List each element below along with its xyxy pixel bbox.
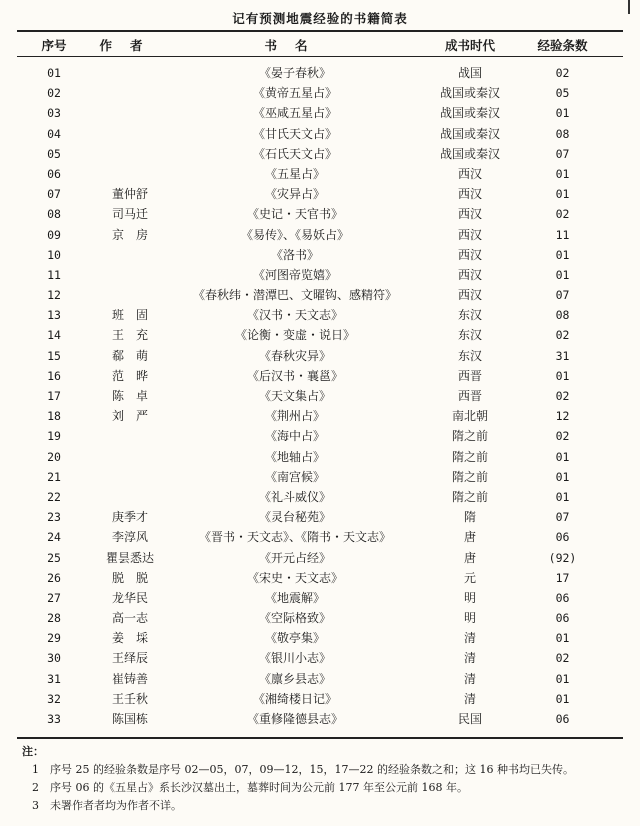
row-author: 龙华民 xyxy=(111,590,148,605)
note-number: 2 xyxy=(32,781,39,794)
row-book-title: 《南宫候》 xyxy=(264,469,325,484)
table-row xyxy=(0,527,640,547)
table-row xyxy=(0,225,640,245)
row-book-title: 《春秋纬・潜潭巴、文曜钩、感精符》 xyxy=(192,288,397,303)
table-row xyxy=(0,548,640,568)
table-row xyxy=(0,588,640,608)
row-author: 班 固 xyxy=(111,308,148,323)
row-era: 元 xyxy=(463,570,476,585)
row-era: 清 xyxy=(463,651,476,666)
row-era: 西汉 xyxy=(457,227,482,242)
row-author: 王绎辰 xyxy=(111,651,148,666)
table-row xyxy=(0,144,640,164)
row-era: 南北朝 xyxy=(451,409,488,424)
header-era: 成书时代 xyxy=(444,38,495,53)
row-number: 07 xyxy=(47,187,61,202)
row-book-title: 《灾异占》 xyxy=(264,187,325,202)
row-number: 14 xyxy=(47,328,61,343)
row-book-title: 《史记・天官书》 xyxy=(246,207,343,222)
table-row xyxy=(0,164,640,184)
row-count: 01 xyxy=(555,106,570,121)
table-row xyxy=(0,406,640,426)
row-era: 战国 xyxy=(457,66,482,80)
table-body xyxy=(0,63,640,729)
row-book-title: 《晏子春秋》 xyxy=(258,66,331,80)
row-count: 01 xyxy=(555,247,570,262)
row-book-title: 《汉书・天文志》 xyxy=(246,308,343,323)
table-row xyxy=(0,245,640,265)
row-number: 29 xyxy=(47,631,61,646)
row-author: 京 房 xyxy=(111,227,148,242)
table-row xyxy=(0,568,640,588)
row-book-title: 《重修隆德县志》 xyxy=(246,712,343,726)
row-era: 东汉 xyxy=(457,348,482,363)
row-author: 李淳风 xyxy=(111,530,148,545)
row-number: 23 xyxy=(47,510,61,525)
table-row xyxy=(0,285,640,305)
row-number: 08 xyxy=(47,207,61,222)
row-era: 战国或秦汉 xyxy=(439,126,500,141)
table-row xyxy=(0,366,640,386)
table-row xyxy=(0,63,640,83)
table-row xyxy=(0,265,640,285)
row-number: 24 xyxy=(47,530,61,545)
row-count: 31 xyxy=(555,348,570,363)
row-book-title: 《荆州占》 xyxy=(264,409,325,424)
row-number: 21 xyxy=(47,469,61,484)
row-book-title: 《天文集占》 xyxy=(258,389,331,403)
row-author: 崔铸善 xyxy=(111,671,148,686)
row-number: 22 xyxy=(47,489,61,504)
top-rule xyxy=(17,30,623,32)
table-row xyxy=(0,124,640,144)
row-book-title: 《五星占》 xyxy=(264,166,325,181)
row-number: 31 xyxy=(47,671,61,686)
row-book-title: 《海中占》 xyxy=(264,429,325,444)
row-count: 11 xyxy=(555,227,570,242)
row-count: 01 xyxy=(555,691,570,706)
row-count: 01 xyxy=(555,187,570,202)
row-author: 刘 严 xyxy=(111,409,148,424)
row-number: 30 xyxy=(47,651,61,666)
row-book-title: 《地震解》 xyxy=(264,590,325,605)
note-text: 序号 25 的经验条数是序号 02—05，07，09—12，15，17—22 的经验条数之和；这 16 种书均已失传。 xyxy=(50,763,574,776)
row-number: 16 xyxy=(47,368,61,383)
row-number: 06 xyxy=(47,166,61,181)
notes-section xyxy=(22,743,622,815)
table-title: 记有预测地震经验的书籍简表 xyxy=(232,11,408,26)
row-author: 王壬秋 xyxy=(111,691,148,706)
row-author: 高一志 xyxy=(111,611,148,626)
table-header xyxy=(0,36,640,54)
row-book-title: 《灵台秘苑》 xyxy=(258,510,331,525)
notes-label: 注： xyxy=(22,745,44,758)
row-era: 西汉 xyxy=(457,247,482,262)
table-row xyxy=(0,386,640,406)
row-count: 02 xyxy=(555,328,570,343)
row-book-title: 《晋书・天文志》、《隋书・天文志》 xyxy=(198,530,391,545)
row-count: 02 xyxy=(555,66,570,80)
row-number: 19 xyxy=(47,429,61,444)
row-number: 28 xyxy=(47,611,61,626)
row-count: 12 xyxy=(555,409,570,424)
table-row xyxy=(0,184,640,204)
table-row xyxy=(0,103,640,123)
row-number: 25 xyxy=(47,550,61,565)
row-book-title: 《敬亭集》 xyxy=(264,631,325,646)
row-book-title: 《春秋灾异》 xyxy=(258,348,331,363)
row-count: 01 xyxy=(555,631,570,646)
row-author: 庚季才 xyxy=(111,510,148,525)
table-row xyxy=(0,325,640,345)
table-row xyxy=(0,305,640,325)
row-count: 01 xyxy=(555,469,570,484)
row-era: 战国或秦汉 xyxy=(439,106,500,121)
row-count: 08 xyxy=(555,308,570,323)
row-book-title: 《论衡・变虚・说日》 xyxy=(234,328,355,343)
row-count: 17 xyxy=(555,570,570,585)
note-number: 3 xyxy=(32,799,39,812)
table-row xyxy=(0,689,640,709)
row-number: 18 xyxy=(47,409,61,424)
table-row xyxy=(0,507,640,527)
row-era: 战国或秦汉 xyxy=(439,146,500,161)
row-book-title: 《河图帝览嬉》 xyxy=(252,267,337,282)
header-book: 书名 xyxy=(264,38,326,53)
row-count: 07 xyxy=(555,288,570,303)
row-count: 01 xyxy=(555,671,570,686)
bottom-rule xyxy=(17,737,623,739)
row-count: 08 xyxy=(555,126,570,141)
row-number: 13 xyxy=(47,308,61,323)
row-book-title: 《开元占经》 xyxy=(258,550,331,565)
row-book-title: 《后汉书・襄邕》 xyxy=(246,368,343,383)
row-book-title: 《廪乡县志》 xyxy=(258,671,331,686)
table-row xyxy=(0,83,640,103)
row-count: 01 xyxy=(555,449,570,464)
row-era: 唐 xyxy=(463,550,476,565)
row-book-title: 《甘氏天文占》 xyxy=(252,126,337,141)
row-era: 隋之前 xyxy=(451,469,488,484)
table-row xyxy=(0,204,640,224)
row-era: 西汉 xyxy=(457,207,482,222)
row-book-title: 《石氏天文占》 xyxy=(252,146,337,161)
row-number: 03 xyxy=(47,106,61,121)
table-row xyxy=(0,487,640,507)
row-count: 01 xyxy=(555,368,570,383)
note-item xyxy=(22,797,622,815)
row-era: 东汉 xyxy=(457,328,482,343)
row-count: 01 xyxy=(555,489,570,504)
row-era: 东汉 xyxy=(457,308,482,323)
row-era: 西晋 xyxy=(457,368,482,383)
row-count: 07 xyxy=(555,510,570,525)
row-number: 12 xyxy=(47,288,61,303)
table-row xyxy=(0,709,640,729)
row-author: 郗 萌 xyxy=(111,348,148,363)
row-number: 01 xyxy=(47,66,61,80)
row-number: 33 xyxy=(47,712,61,726)
table-row xyxy=(0,447,640,467)
row-author: 陈 卓 xyxy=(111,389,148,403)
row-era: 隋 xyxy=(463,510,476,525)
row-number: 04 xyxy=(47,126,61,141)
row-era: 西晋 xyxy=(457,389,482,403)
row-book-title: 《礼斗威仪》 xyxy=(258,489,331,504)
row-era: 清 xyxy=(463,691,476,706)
row-number: 09 xyxy=(47,227,61,242)
row-author: 司马迁 xyxy=(111,207,148,222)
note-item xyxy=(22,779,622,797)
row-number: 20 xyxy=(47,449,61,464)
row-book-title: 《湘绮楼日记》 xyxy=(252,691,337,706)
row-author: 姜 埰 xyxy=(111,631,148,646)
row-count: 02 xyxy=(555,429,570,444)
note-number: 1 xyxy=(32,763,39,776)
note-text: 序号 06 的《五星占》系长沙汉墓出土，墓葬时间为公元前 177 年至公元前 168 年。 xyxy=(50,781,468,794)
note-item xyxy=(22,761,622,779)
row-era: 唐 xyxy=(463,530,476,545)
row-count: 06 xyxy=(555,611,570,626)
row-author: 脱 脱 xyxy=(111,570,148,585)
row-era: 西汉 xyxy=(457,267,482,282)
row-author: 董仲舒 xyxy=(111,187,148,202)
row-number: 17 xyxy=(47,389,61,403)
row-era: 明 xyxy=(463,611,476,626)
row-count: 01 xyxy=(555,166,570,181)
row-book-title: 《空际格致》 xyxy=(258,611,331,626)
row-author: 范 晔 xyxy=(111,368,148,383)
row-era: 战国或秦汉 xyxy=(439,86,500,101)
header-rule xyxy=(17,56,623,57)
header-author: 作者 xyxy=(99,38,161,53)
row-count: 02 xyxy=(555,207,570,222)
row-book-title: 《宋史・天文志》 xyxy=(246,570,343,585)
row-book-title: 《巫咸五星占》 xyxy=(252,106,337,121)
row-author: 瞿昙悉达 xyxy=(105,550,154,565)
row-era: 隋之前 xyxy=(451,489,488,504)
table-row xyxy=(0,467,640,487)
table-row xyxy=(0,648,640,668)
table-row xyxy=(0,608,640,628)
row-number: 02 xyxy=(47,86,61,101)
row-author: 陈国栋 xyxy=(111,712,148,726)
row-number: 32 xyxy=(47,691,61,706)
row-count: 05 xyxy=(555,86,570,101)
row-count: 06 xyxy=(555,530,570,545)
table-row xyxy=(0,426,640,446)
row-count: 02 xyxy=(555,651,570,666)
row-number: 05 xyxy=(47,146,61,161)
row-count: (92) xyxy=(548,550,577,565)
row-era: 明 xyxy=(463,590,476,605)
row-book-title: 《黄帝五星占》 xyxy=(252,86,337,101)
row-count: 01 xyxy=(555,267,570,282)
row-number: 15 xyxy=(47,348,61,363)
row-era: 清 xyxy=(463,671,476,686)
row-number: 26 xyxy=(47,570,61,585)
row-era: 隋之前 xyxy=(451,449,488,464)
row-number: 27 xyxy=(47,590,61,605)
row-era: 西汉 xyxy=(457,288,482,303)
row-era: 隋之前 xyxy=(451,429,488,444)
row-count: 02 xyxy=(555,389,570,403)
table-row xyxy=(0,346,640,366)
row-era: 清 xyxy=(463,631,476,646)
row-era: 西汉 xyxy=(457,187,482,202)
header-no: 序号 xyxy=(41,38,67,53)
row-count: 06 xyxy=(555,712,570,726)
table-row xyxy=(0,669,640,689)
header-count: 经验条数 xyxy=(537,38,588,53)
row-count: 07 xyxy=(555,146,570,161)
row-era: 西汉 xyxy=(457,166,482,181)
row-book-title: 《易传》、《易妖占》 xyxy=(240,227,349,242)
note-text: 未署作者者均为作者不详。 xyxy=(50,799,182,812)
row-number: 10 xyxy=(47,247,61,262)
row-author: 王 充 xyxy=(111,328,148,343)
row-book-title: 《洛书》 xyxy=(270,247,319,262)
row-book-title: 《地轴占》 xyxy=(264,449,325,464)
row-era: 民国 xyxy=(457,712,482,726)
row-count: 06 xyxy=(555,590,570,605)
row-number: 11 xyxy=(47,267,61,282)
table-row xyxy=(0,628,640,648)
row-book-title: 《银川小志》 xyxy=(258,651,331,666)
